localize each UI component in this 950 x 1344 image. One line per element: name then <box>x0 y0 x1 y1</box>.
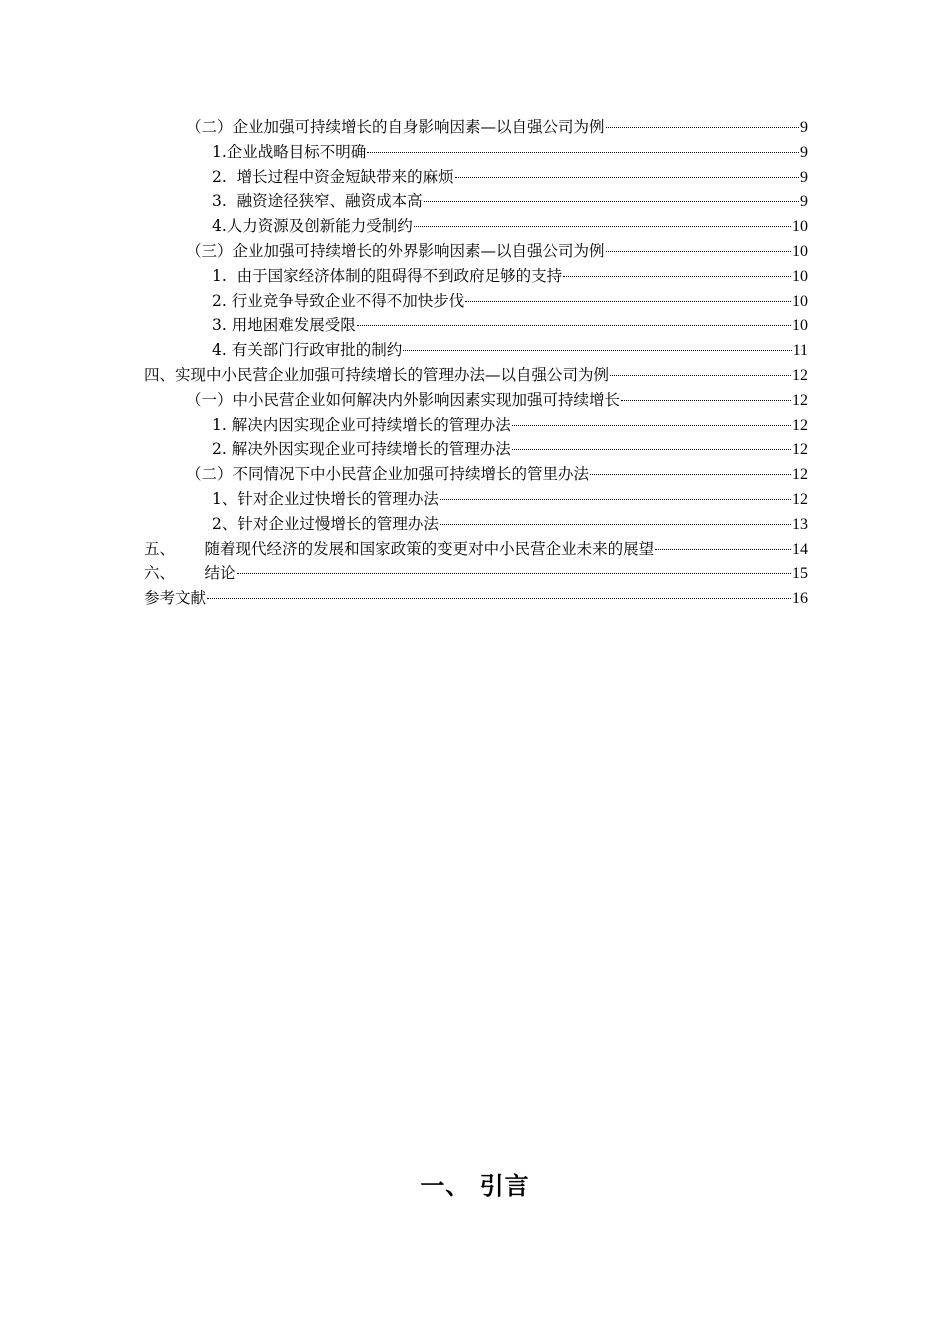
toc-entry[interactable] <box>144 239 808 264</box>
toc-entry-title: 4. 有关部门行政审批的制约 <box>212 341 403 360</box>
toc-dot-leader <box>590 474 791 475</box>
toc-entry-title: 3. 融资途径狭窄、融资成本高 <box>212 192 423 211</box>
toc-entry-page-number: 10 <box>792 242 808 260</box>
toc-entry-page-number: 12 <box>792 441 808 459</box>
toc-dot-leader <box>621 400 791 401</box>
toc-entry-page-number: 10 <box>792 267 808 285</box>
toc-entry-title: 2. 增长过程中资金短缺带来的麻烦 <box>212 167 454 186</box>
toc-entry-page-number: 10 <box>792 292 808 310</box>
toc-dot-leader <box>465 301 791 302</box>
toc-dot-leader <box>367 152 799 153</box>
toc-entry-title: 4.人力资源及创新能力受制约 <box>212 217 413 236</box>
toc-entry[interactable] <box>144 512 808 537</box>
toc-dot-leader <box>424 201 799 202</box>
toc-entry-page-number: 9 <box>800 193 808 211</box>
toc-entry-page-number: 12 <box>792 466 808 484</box>
toc-entry-title: 2. 解决外因实现企业可持续增长的管理办法 <box>212 440 511 459</box>
toc-entry[interactable] <box>144 413 808 438</box>
toc-entry-page-number: 11 <box>792 342 808 360</box>
toc-entry-title: 五、 随着现代经济的发展和国家政策的变更对中小民营企业未来的展望 <box>144 539 655 558</box>
toc-entry[interactable] <box>144 264 808 289</box>
toc-entry-title: （三）企业加强可持续增长的外界影响因素—以自强公司为例 <box>186 241 605 260</box>
toc-entry[interactable] <box>144 462 808 487</box>
toc-entry-title: 1. 由于国家经济体制的阻碍得不到政府足够的支持 <box>212 266 563 285</box>
toc-entry[interactable] <box>144 338 808 363</box>
toc-entry-page-number: 12 <box>792 416 808 434</box>
toc-entry[interactable] <box>144 537 808 562</box>
toc-dot-leader <box>207 598 791 599</box>
toc-entry[interactable] <box>144 165 808 190</box>
toc-entry-title: 3. 用地困难发展受限 <box>212 316 356 335</box>
toc-dot-leader <box>563 276 791 277</box>
toc-entry[interactable] <box>144 487 808 512</box>
toc-entry[interactable] <box>144 189 808 214</box>
toc-dot-leader <box>455 177 799 178</box>
toc-entry[interactable] <box>144 289 808 314</box>
toc-entry-title: 1.企业战略目标不明确 <box>212 142 367 161</box>
toc-entry-title: （二）不同情况下中小民营企业加强可持续增长的管里办法 <box>186 465 590 484</box>
toc-entry[interactable] <box>144 586 808 611</box>
toc-dot-leader <box>606 251 791 252</box>
toc-dot-leader <box>440 524 791 525</box>
toc-entry[interactable] <box>144 388 808 413</box>
toc-entry-page-number: 9 <box>800 119 808 136</box>
toc-dot-leader <box>512 449 791 450</box>
toc-entry-title: 2、针对企业过慢增长的管理办法 <box>212 514 439 533</box>
toc-entry-title: 四、实现中小民营企业加强可持续增长的管理办法—以自强公司为例 <box>144 365 610 384</box>
toc-entry-title: （一）中小民营企业如何解决内外影响因素实现加强可持续增长 <box>186 390 621 409</box>
toc-entry-title: 2. 行业竞争导致企业不得不加快步伐 <box>212 291 465 310</box>
toc-dot-leader <box>357 325 791 326</box>
toc-dot-leader <box>606 127 799 128</box>
toc-entry-page-number: 12 <box>792 391 808 409</box>
toc-entry-title: 1. 解决内因实现企业可持续增长的管理办法 <box>212 415 511 434</box>
toc-dot-leader <box>414 226 791 227</box>
toc-entry-title: （二）企业加强可持续增长的自身影响因素—以自强公司为例 <box>186 118 605 136</box>
toc-entry-page-number: 10 <box>792 317 808 335</box>
toc-dot-leader <box>655 549 791 550</box>
toc-entry-page-number: 9 <box>800 168 808 186</box>
table-of-contents <box>144 115 808 611</box>
toc-dot-leader <box>440 499 791 500</box>
toc-entry-page-number: 16 <box>792 590 808 608</box>
toc-entry-page-number: 12 <box>792 490 808 508</box>
toc-entry[interactable] <box>144 363 808 388</box>
toc-dot-leader <box>610 375 791 376</box>
toc-entry[interactable] <box>144 561 808 586</box>
toc-entry[interactable] <box>144 313 808 338</box>
toc-entry-title: 六、 结论 <box>144 564 236 583</box>
toc-entry[interactable] <box>144 140 808 165</box>
toc-entry[interactable] <box>144 214 808 239</box>
toc-entry[interactable] <box>144 115 808 140</box>
toc-dot-leader <box>512 425 791 426</box>
toc-dot-leader <box>403 350 791 351</box>
toc-entry-page-number: 9 <box>800 143 808 161</box>
toc-entry-page-number: 10 <box>792 218 808 236</box>
toc-entry-page-number: 15 <box>792 565 808 583</box>
toc-entry-title: 参考文献 <box>144 589 207 608</box>
toc-entry-page-number: 13 <box>792 515 808 533</box>
toc-dot-leader <box>237 573 791 574</box>
toc-entry[interactable] <box>144 437 808 462</box>
toc-entry-page-number: 14 <box>792 540 808 558</box>
section-heading-introduction: 一、 引言 <box>420 1172 530 1200</box>
toc-entry-page-number: 12 <box>792 366 808 384</box>
toc-entry-title: 1、针对企业过快增长的管理办法 <box>212 489 439 508</box>
